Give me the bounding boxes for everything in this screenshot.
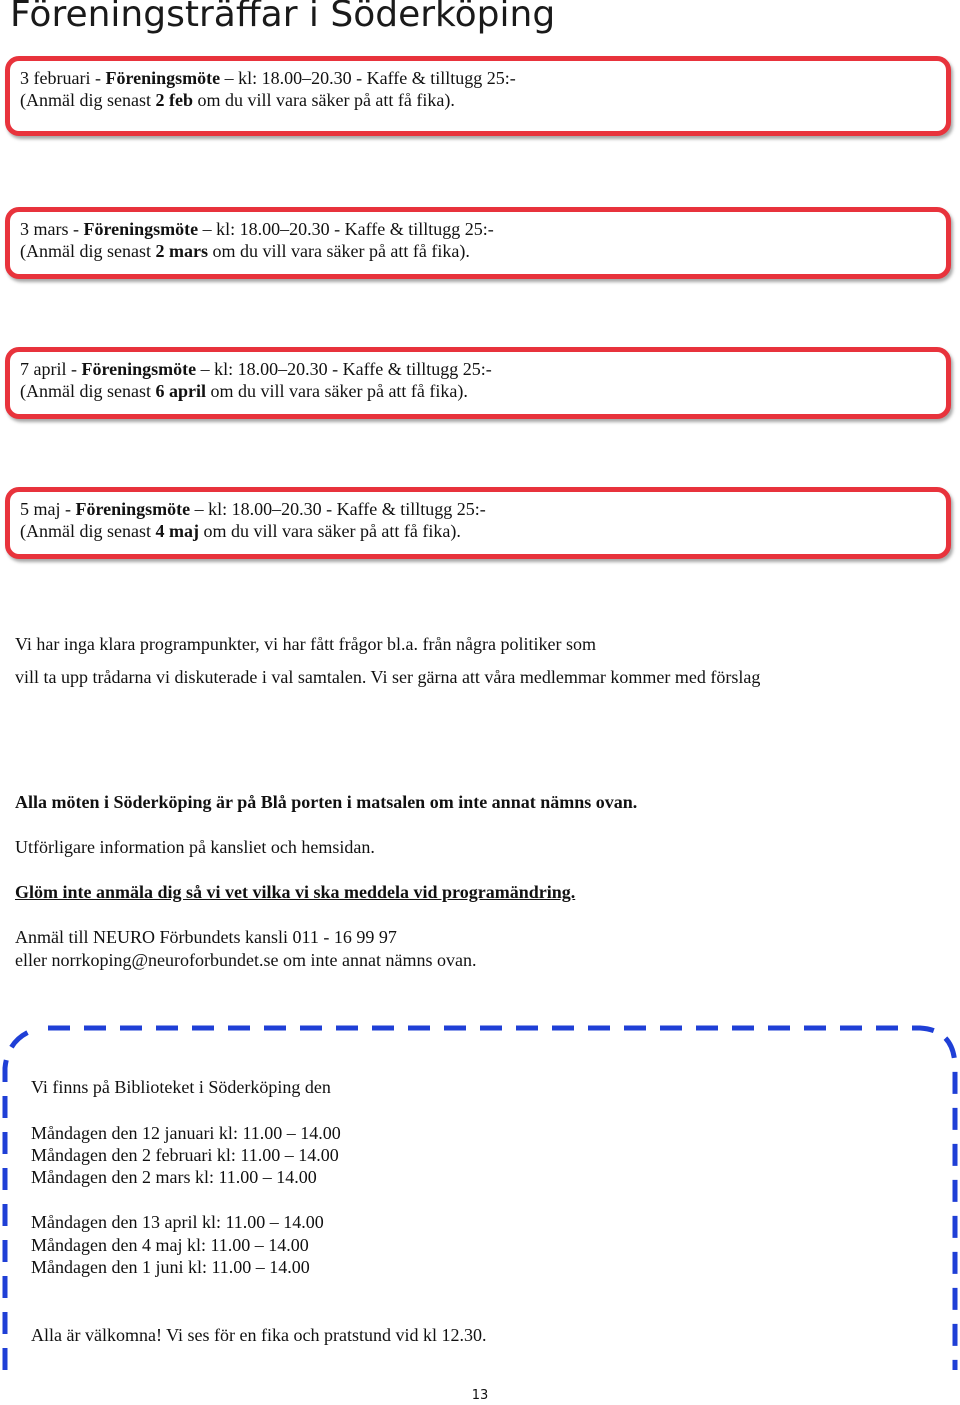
library-date: Måndagen den 2 mars kl: 11.00 – 14.00: [31, 1167, 317, 1187]
more-info: Utförligare information på kansliet och hemsidan.: [15, 837, 375, 857]
event-note-suffix: om du vill vara säker på att få fika).: [206, 381, 468, 401]
event-deadline: 6 april: [155, 381, 206, 401]
contact-line-2: eller norrkoping@neuroforbundet.se om inte annat nämns ovan.: [15, 950, 477, 970]
event-date: 7 april: [20, 359, 67, 379]
event-time: – kl: 18.00–20.30 - Kaffe & tilltugg 25:-: [196, 359, 492, 379]
event-separator: -: [90, 68, 106, 88]
event-date: 5 maj: [20, 499, 61, 519]
event-note-prefix: (Anmäl dig senast: [20, 381, 156, 401]
event-separator: -: [66, 359, 82, 379]
library-date: Måndagen den 13 april kl: 11.00 – 14.00: [31, 1212, 324, 1232]
event-separator: -: [68, 219, 84, 239]
event-separator: -: [60, 499, 76, 519]
library-date: Måndagen den 1 juni kl: 11.00 – 14.00: [31, 1257, 310, 1277]
event-deadline: 2 feb: [155, 90, 193, 110]
event-type: Föreningsmöte: [105, 68, 221, 88]
library-welcome: Alla är välkomna! Vi ses för en fika och pratstund vid kl 12.30.: [31, 1325, 487, 1345]
event-note-prefix: (Anmäl dig senast: [20, 521, 156, 541]
event-note-suffix: om du vill vara säker på att få fika).: [192, 90, 455, 110]
event-note-prefix: (Anmäl dig senast: [20, 241, 156, 261]
event-note-suffix: om du vill vara säker på att få fika).: [207, 241, 470, 261]
event-type: Föreningsmöte: [75, 499, 191, 519]
page-title: Föreningsträffar i Söderköping: [10, 0, 556, 35]
library-intro: Vi finns på Biblioteket i Söderköping den: [31, 1077, 331, 1097]
event-date: 3 mars: [20, 219, 69, 239]
event-deadline: 4 maj: [155, 521, 199, 541]
event-time: – kl: 18.00–20.30 - Kaffe & tilltugg 25:-: [190, 499, 486, 519]
location-info: Alla möten i Söderköping är på Blå porten i matsalen om inte annat nämns ovan.: [15, 792, 638, 812]
event-deadline: 2 mars: [155, 241, 208, 261]
event-note-suffix: om du vill vara säker på att få fika).: [198, 521, 461, 541]
page-number: 13: [471, 1388, 489, 1403]
event-type: Föreningsmöte: [83, 219, 199, 239]
library-date: Måndagen den 4 maj kl: 11.00 – 14.00: [31, 1235, 309, 1255]
reminder: Glöm inte anmäla dig så vi vet vilka vi ska meddela vid programändring.: [15, 882, 576, 902]
library-date: Måndagen den 2 februari kl: 11.00 – 14.00: [31, 1145, 339, 1165]
contact-line-1: Anmäl till NEURO Förbundets kansli 011 - 16 99 97: [15, 927, 397, 947]
event-time: – kl: 18.00–20.30 - Kaffe & tilltugg 25:-: [220, 68, 516, 88]
program-text-line-2: vill ta upp trådarna vi diskuterade i val samtalen. Vi ser gärna att våra medlemmar kommer med förslag: [15, 667, 761, 687]
program-text-line-1: Vi har inga klara programpunkter, vi har fått frågor bl.a. från några politiker som: [15, 634, 596, 654]
event-time: – kl: 18.00–20.30 - Kaffe & tilltugg 25:-: [198, 219, 494, 239]
event-type: Föreningsmöte: [81, 359, 197, 379]
library-date: Måndagen den 12 januari kl: 11.00 – 14.00: [31, 1123, 341, 1143]
event-note-prefix: (Anmäl dig senast: [20, 90, 156, 110]
event-date: 3 februari: [20, 68, 91, 88]
